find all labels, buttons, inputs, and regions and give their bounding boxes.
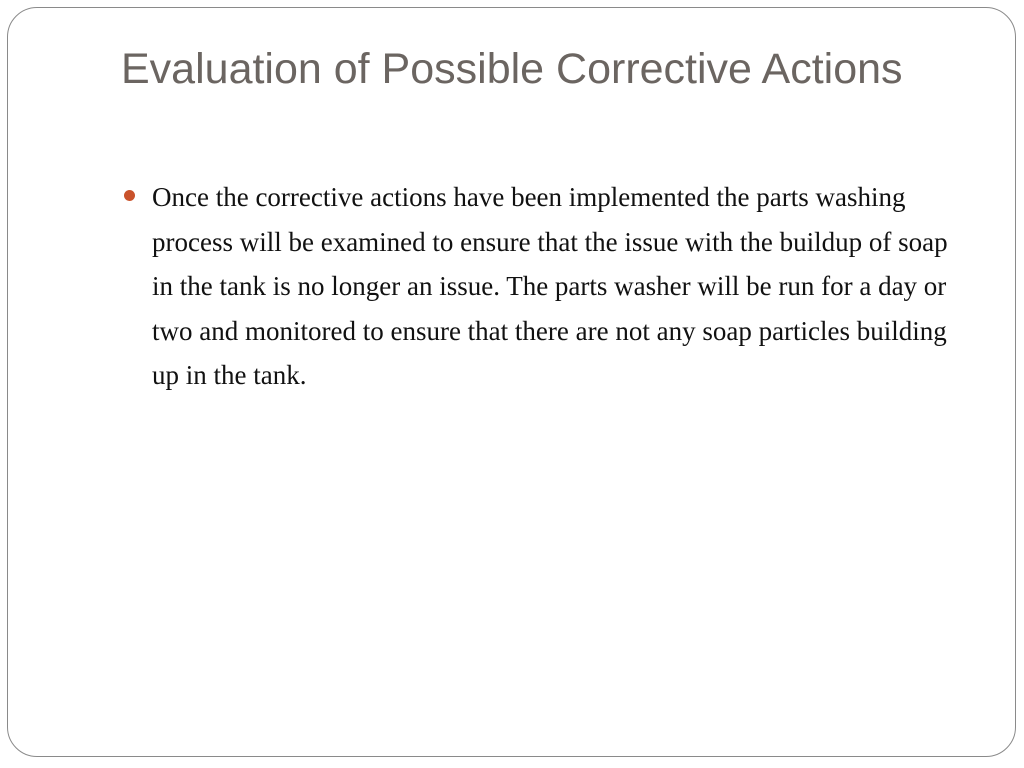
bullet-dot-icon (124, 190, 135, 201)
slide-title: Evaluation of Possible Corrective Actions (121, 45, 903, 93)
slide-frame (7, 7, 1016, 757)
bullet-list (124, 175, 974, 398)
bullet-item (124, 175, 974, 398)
bullet-text: Once the corrective actions have been implemented the parts washing process will be examined to ensure that the issue with the buildup of soap in the tank is no longer an issue. The parts washer will be run for a day or two and monitored to ensure that there are not any soap particles building up in the tank. (152, 182, 948, 390)
